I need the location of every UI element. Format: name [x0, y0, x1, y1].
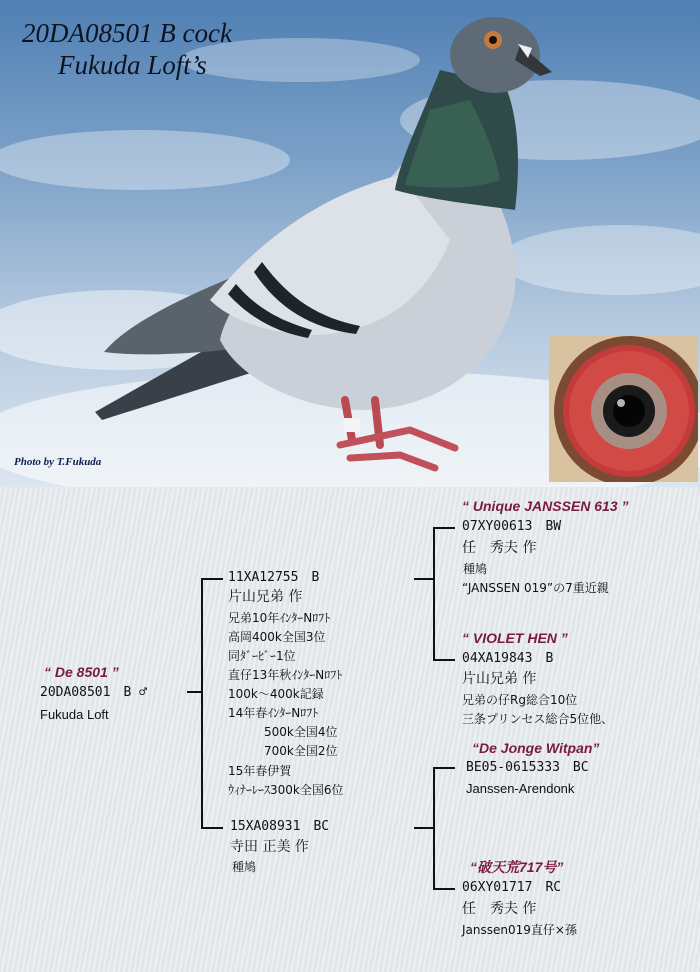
- photo-title-line1: 20DA08501 B cock: [22, 18, 232, 48]
- sire-sire-ring: 07XY00613 BW: [462, 519, 562, 534]
- sire-note: 兄弟10年ｲﾝﾀｰNﾛﾌﾄ: [228, 611, 331, 625]
- dam-note: 種鳩: [232, 860, 257, 874]
- subject-nickname: “ De 8501 ”: [44, 664, 119, 680]
- photo-credit: Photo by T.Fukuda: [14, 456, 102, 468]
- connector-dam-vertical: [433, 767, 435, 889]
- sire-dam-breeder: 片山兄弟 作: [462, 671, 537, 687]
- sire-note: 直仔13年秋ｲﾝﾀｰNﾛﾌﾄ: [228, 668, 343, 682]
- photo-title-line2: Fukuda Loft’s: [58, 50, 207, 80]
- sire-dam-note: 兄弟の仔Rg総合10位: [462, 693, 578, 707]
- connector-sire: [201, 578, 223, 580]
- connector-dam-out: [414, 827, 434, 829]
- connector-dam: [201, 827, 223, 829]
- sire-breeder: 片山兄弟 作: [228, 589, 303, 605]
- connector-sire-sire: [433, 527, 455, 529]
- connector-sire-out: [414, 578, 434, 580]
- sire-dam-ring: 04XA19843 B: [462, 651, 554, 666]
- sire-note: 同ﾀﾞｰﾋﾞｰ1位: [228, 649, 296, 663]
- connector-parents-vertical: [201, 578, 203, 828]
- connector-subject: [187, 691, 201, 693]
- dam-sire-nickname: “De Jonge Witpan”: [472, 740, 600, 756]
- sire-sire-note: 種鳩: [463, 562, 488, 576]
- dam-dam-ring: 06XY01717 RC: [462, 880, 562, 895]
- dam-dam-breeder: 任 秀夫 作: [462, 901, 537, 917]
- sire-sire-note: “JANSSEN 019”の7重近親: [462, 581, 609, 595]
- subject-ring: 20DA08501 B ♂: [40, 685, 147, 700]
- connector-sire-dam: [433, 659, 455, 661]
- sire-dam-nickname: “ VIOLET HEN ”: [462, 630, 568, 646]
- sire-note: ｳｨﾅｰﾚｰｽ300k全国6位: [228, 783, 344, 797]
- pedigree-chart: [0, 487, 700, 972]
- dam-sire-breeder: Janssen-Arendonk: [466, 781, 575, 796]
- sire-dam-note: 三条プリンセス総合5位他、: [462, 712, 614, 726]
- connector-dam-dam: [433, 888, 455, 890]
- dam-dam-note: Janssen019直仔×孫: [462, 923, 577, 937]
- dam-sire-ring: BE05-0615333 BC: [466, 760, 589, 775]
- sire-sire-nickname: “ Unique JANSSEN 613 ”: [462, 498, 629, 514]
- sire-ring: 11XA12755 B: [228, 570, 320, 585]
- eye-closeup: [549, 335, 698, 482]
- sire-note: 15年春伊賀: [228, 764, 292, 778]
- connector-sire-vertical: [433, 527, 435, 660]
- sire-note: 14年春ｲﾝﾀｰNﾛﾌﾄ: [228, 706, 319, 720]
- sire-note: 500k全国4位: [264, 725, 338, 739]
- sire-note: 100k～400k記録: [228, 687, 324, 701]
- sire-note: 高岡400k全国3位: [228, 630, 326, 644]
- sire-sire-breeder: 任 秀夫 作: [462, 540, 537, 556]
- dam-breeder: 寺田 正美 作: [230, 839, 309, 855]
- dam-dam-nickname: “破天荒717号”: [470, 859, 564, 875]
- sire-note: 700k全国2位: [264, 744, 338, 758]
- dam-ring: 15XA08931 BC: [230, 819, 330, 834]
- subject-owner: Fukuda Loft: [40, 707, 109, 722]
- connector-dam-sire: [433, 767, 455, 769]
